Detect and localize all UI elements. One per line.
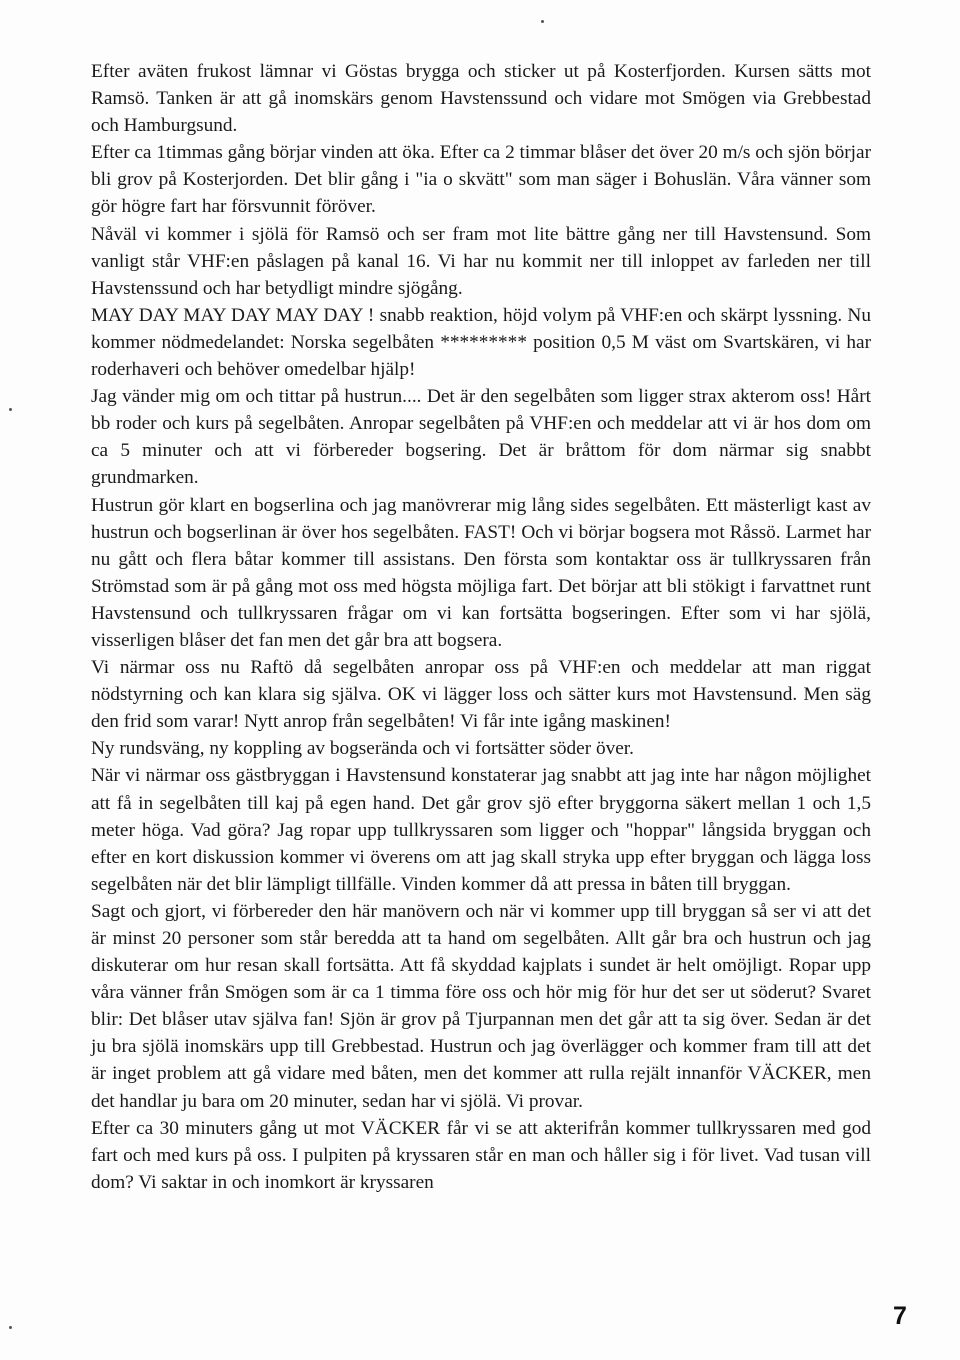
- paragraph: Sagt och gjort, vi förbereder den här manövern och när vi kommer upp till bryggan så ser vi att det är minst 20 personer som står beredda att ta hand om segelbåten. Allt går bra och hustrun och jag diskuterar om hur resan skall fortsätta. Att få skyddad kajplats i sundet är helt omöjligt. Ropar upp våra vänner från Smögen som är ca 1 timma före oss och hör mig för hur det ser ut söderut? Svaret blir: Det blåser utav själva fan! Sjön är grov på Tjurpannan men det går att ta sig över. Sedan är det ju bra sjölä inomskärs upp till Grebbestad. Hustrun och jag överlägger och kommer fram till att det är inget problem att gå vidare med båten, men det kommer att rulla rejält innanför VÄCKER, men det handlar ju bara om 20 minuter, sedan har vi sjölä. Vi provar.: [91, 900, 871, 1112]
- paragraph: Vi närmar oss nu Raftö då segelbåten anropar oss på VHF:en och meddelar att man riggat nödstyrning och kan klara sig själva. OK vi lägger loss och sätter kurs mot Havstensund. Men säg den frid som varar! Nytt anrop från segelbåten! Vi får inte igång maskinen!: [91, 657, 871, 733]
- paragraph: Hustrun gör klart en bogserlina och jag manövrerar mig lång sides segelbåten. Ett mästerligt kast av hustrun och bogserlinan är över hos segelbåten. FAST! Och vi börjar bogsera mot Råssö. Larmet har nu gått och flera båtar kommer till assistans. Den första som kontaktar oss är tullkryssaren från Strömstad som är på gång mot oss med högsta möjliga fart. Det börjar att bli stökigt i farvattnet runt Havstensund och tullkryssaren frågar om vi kan fortsätta bogseringen. Efter som vi har sjölä, visserligen blåser det fan men det går bra att bogsera.: [91, 494, 871, 651]
- paragraph: När vi närmar oss gästbryggan i Havstensund konstaterar jag snabbt att jag inte har någon möjlighet att få in segelbåten till kaj på egen hand. Det går grov sjö efter bryggorna säkert mellan 1 och 1,5 meter höga. Vad göra? Jag ropar upp tullkryssaren som ligger och "hoppar" långsida bryggan och efter en kort diskussion kommer vi överens om att jag skall stryka upp efter bryggan och lägga loss segelbåten när det blir lämpligt tillfälle. Vinden kommer då att pressa in båten till bryggan.: [91, 765, 871, 895]
- paragraph: Ny rundsväng, ny koppling av bogserända och vi fortsätter söder över.: [91, 738, 634, 760]
- body-text: [91, 58, 871, 1196]
- paragraph: Nåväl vi kommer i sjölä för Ramsö och ser fram mot lite bättre gång ner till Havstensund. Som vanligt står VHF:en påslagen på kanal 16. Vi har nu kommit ner till inloppet av farleden ner till Havstenssund och har betydligt mindre sjögång.: [91, 223, 871, 299]
- scan-speck: [9, 408, 12, 411]
- scan-speck: [9, 1326, 12, 1329]
- scan-speck: [541, 20, 544, 23]
- paragraph: Jag vänder mig om och tittar på hustrun.... Det är den segelbåten som ligger strax akterom oss! Hårt bb roder och kurs på segelbåten. Anropar segelbåten på VHF:en och meddelar att vi är hos dom om ca 5 minuter och att vi förbereder bogsering. Det är bråttom för dom närmar sig snabbt grundmarken.: [91, 386, 871, 489]
- paragraph: Efter ca 30 minuters gång ut mot VÄCKER får vi se att akterifrån kommer tullkryssaren med god fart och med kurs på oss. I pulpiten på kryssaren står en man och håller sig i för livet. Vad tusan vill dom? Vi saktar in och inomkort är kryssaren: [91, 1117, 871, 1193]
- paragraph: Efter aväten frukost lämnar vi Göstas brygga och sticker ut på Kosterfjorden. Kursen sätts mot Ramsö. Tanken är att gå inomskärs genom Havstenssund och vidare mot Smögen via Grebbestad och Hamburgsund.: [91, 61, 871, 137]
- paragraph: Efter ca 1timmas gång börjar vinden att öka. Efter ca 2 timmar blåser det över 20 m/s och sjön börjar bli grov på Kosterjorden. Det blir gång i "ia o skvätt" som man säger i Bohuslän. Våra vänner som gör högre fart har försvunnit föröver.: [91, 142, 871, 218]
- paragraph: MAY DAY MAY DAY MAY DAY ! snabb reaktion, höjd volym på VHF:en och skärpt lyssning. Nu kommer nödmedelandet: Norska segelbåten ********* position 0,5 M väst om Svartskären, vi har roderhaveri och behöver omedelbar hjälp!: [91, 304, 871, 381]
- page-number: 7: [893, 1302, 907, 1330]
